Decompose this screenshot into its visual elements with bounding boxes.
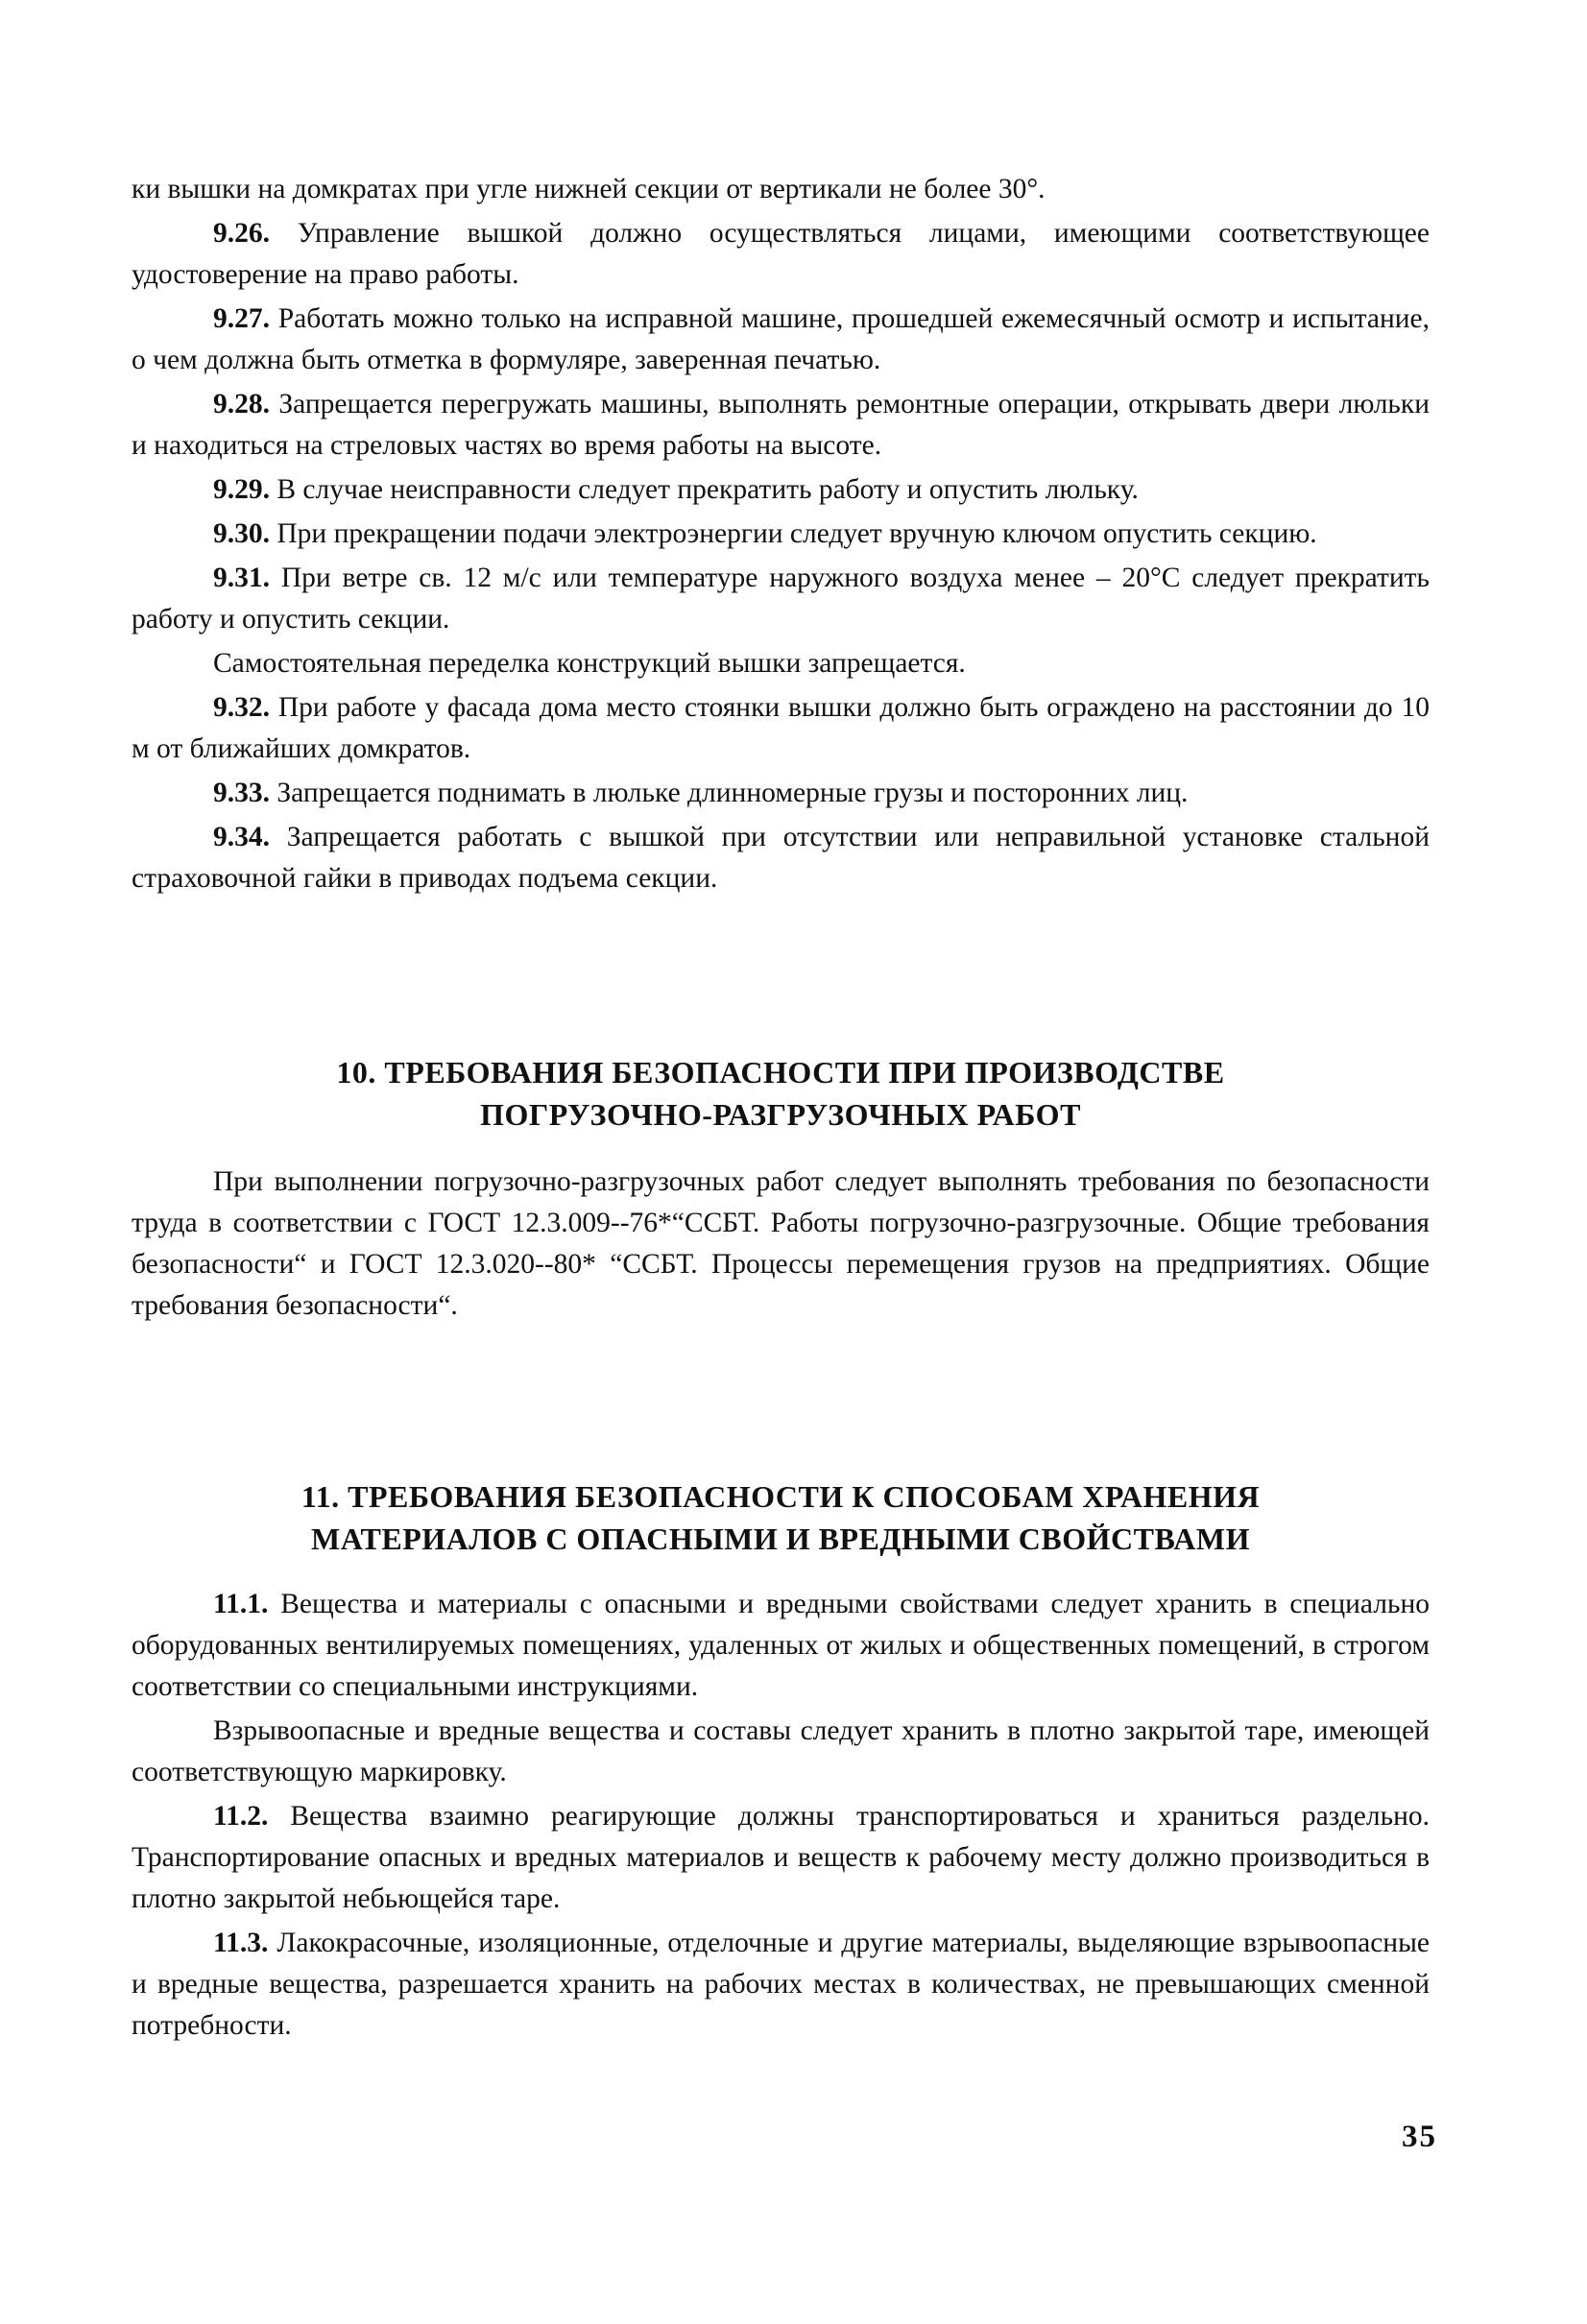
paragraph-section-10: При выполнении погрузочно-разгрузочных работ следует выполнять требования по безопасности труда в соответствии с ГОСТ 12.3.009--76*“ССБТ. Работы погрузочно-разгрузочные. Общие требования безопасности“ и ГОСТ 12.3.020--80* “ССБТ. Процессы перемещения грузов на предприятиях. Общие требования безопасности“. <box>132 1166 1430 1321</box>
paragraph-9-26: 9.26. Управление вышкой должно осуществляться лицами, имеющими соответствующее удостоверение на право работы. <box>132 218 1430 290</box>
section-9-continuation <box>132 169 1430 899</box>
paragraph-9-29: 9.29. В случае неисправности следует прекратить работу и опустить люльку. <box>213 474 1139 505</box>
paragraph-9-28: 9.28. Запрещается перегружать машины, выполнять ремонтные операции, открывать двери люльки и находиться на стреловых частях во время работы на высоте. <box>132 389 1430 461</box>
section-10-title-line-2: ПОГРУЗОЧНО-РАЗГРУЗОЧНЫХ РАБОТ <box>480 1097 1081 1132</box>
page-number: 35 <box>1402 2120 1437 2154</box>
section-10-body <box>132 1162 1430 1327</box>
section-11-title-line-1: 11. ТРЕБОВАНИЯ БЕЗОПАСНОСТИ К СПОСОБАМ ХРАНЕНИЯ <box>301 1479 1261 1514</box>
section-11-title-line-2: МАТЕРИАЛОВ С ОПАСНЫМИ И ВРЕДНЫМИ СВОЙСТВАМИ <box>311 1521 1250 1556</box>
section-11-heading <box>132 1475 1430 1560</box>
paragraph-11-3: 11.3. Лакокрасочные, изоляционные, отделочные и другие материалы, выделяющие взрывоопасные и вредные вещества, разрешается хранить на рабочих местах в количествах, не превышающих сменной потребности. <box>132 1928 1430 2041</box>
paragraph-9-31-note: Самостоятельная переделка конструкций вышки запрещается. <box>213 648 966 679</box>
paragraph-9-34: 9.34. Запрещается работать с вышкой при отсутствии или неправильной установке стальной страховочной гайки в приводах подъема секции. <box>132 822 1430 894</box>
paragraph-11-2: 11.2. Вещества взаимно реагирующие должны транспортироваться и храниться раздельно. Транспортирование опасных и вредных материалов и веществ к рабочему месту должно производиться в плотно закрытой небьющейся таре. <box>132 1801 1430 1914</box>
paragraph-11-1: 11.1. Вещества и материалы с опасными и вредными свойствами следует хранить в специально оборудованных вентилируемых помещениях, удаленных от жилых и общественных помещений, в строгом соответствии со специальными инструкциями. <box>132 1589 1430 1702</box>
paragraph-9-31: 9.31. При ветре св. 12 м/с или температуре наружного воздуха менее – 20°С следует прекратить работу и опустить секции. <box>132 563 1430 635</box>
section-10-heading <box>132 1051 1430 1136</box>
paragraph-11-1-note: Взрывоопасные и вредные вещества и составы следует хранить в плотно закрытой таре, имеющей соответствующую маркировку. <box>132 1715 1430 1787</box>
paragraph-9-27: 9.27. Работать можно только на исправной машине, прошедшей ежемесячный осмотр и испытание, о чем должна быть отметка в формуляре, заверенная печатью. <box>132 303 1430 375</box>
section-10-title-line-1: 10. ТРЕБОВАНИЯ БЕЗОПАСНОСТИ ПРИ ПРОИЗВОДСТВЕ <box>336 1055 1225 1090</box>
section-11-body <box>132 1584 1430 2047</box>
paragraph-9-25-tail: ки вышки на домкратах при угле нижней секции от вертикали не более 30°. <box>132 174 1046 204</box>
paragraph-9-30: 9.30. При прекращении подачи электроэнергии следует вручную ключом опустить секцию. <box>213 518 1317 549</box>
paragraph-9-32: 9.32. При работе у фасада дома место стоянки вышки должно быть ограждено на расстоянии до 10 м от ближайших домкратов. <box>132 692 1430 764</box>
paragraph-9-33: 9.33. Запрещается поднимать в люльке длинномерные грузы и посторонних лиц. <box>213 778 1189 808</box>
